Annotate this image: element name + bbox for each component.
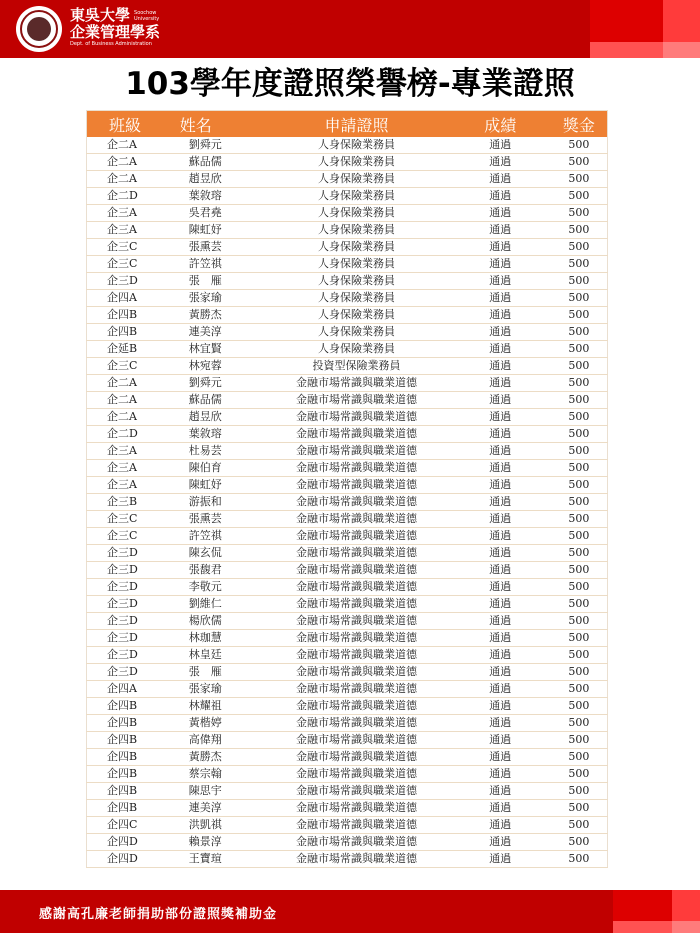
cell-class: 企四B (87, 800, 174, 817)
cell-result: 通過 (450, 341, 551, 358)
table-row (87, 171, 608, 188)
cell-name: 洪凱祺 (174, 817, 263, 834)
cell-name: 林宜賢 (174, 341, 263, 358)
cell-award: 500 (551, 851, 608, 868)
cell-award: 500 (551, 647, 608, 664)
cell-name: 趙昱欣 (174, 409, 263, 426)
cell-class: 企三C (87, 256, 174, 273)
table-row (87, 494, 608, 511)
cell-name: 張家瑜 (174, 290, 263, 307)
cell-award: 500 (551, 562, 608, 579)
cell-class: 企四B (87, 324, 174, 341)
cell-result: 通過 (450, 596, 551, 613)
cell-certificate: 人身保險業務員 (263, 256, 450, 273)
cell-certificate: 金融市場常識與職業道德 (263, 392, 450, 409)
cell-certificate: 金融市場常識與職業道德 (263, 494, 450, 511)
table-row (87, 834, 608, 851)
cell-name: 張 雁 (174, 273, 263, 290)
footer-decor-block (672, 921, 700, 933)
cell-name: 張熏芸 (174, 239, 263, 256)
cell-class: 企三D (87, 647, 174, 664)
cell-name: 吳君堯 (174, 205, 263, 222)
cell-award: 500 (551, 664, 608, 681)
table-row (87, 749, 608, 766)
cell-certificate: 金融市場常識與職業道德 (263, 732, 450, 749)
cell-certificate: 金融市場常識與職業道德 (263, 783, 450, 800)
table-row (87, 324, 608, 341)
cell-result: 通過 (450, 307, 551, 324)
cell-class: 企四B (87, 749, 174, 766)
cell-certificate: 金融市場常識與職業道德 (263, 630, 450, 647)
cell-result: 通過 (450, 528, 551, 545)
table-row (87, 358, 608, 375)
table-row (87, 613, 608, 630)
cell-name: 張家瑜 (174, 681, 263, 698)
cell-name: 高偉翔 (174, 732, 263, 749)
cell-certificate: 金融市場常識與職業道德 (263, 443, 450, 460)
cell-certificate: 金融市場常識與職業道德 (263, 715, 450, 732)
cell-result: 通過 (450, 681, 551, 698)
cell-award: 500 (551, 171, 608, 188)
cell-certificate: 金融市場常識與職業道德 (263, 426, 450, 443)
cell-award: 500 (551, 579, 608, 596)
table-row (87, 392, 608, 409)
cell-class: 企三C (87, 511, 174, 528)
cell-class: 企三C (87, 358, 174, 375)
cell-class: 企二D (87, 188, 174, 205)
cell-result: 通過 (450, 613, 551, 630)
cell-result: 通過 (450, 290, 551, 307)
cell-result: 通過 (450, 851, 551, 868)
cell-name: 黃勝杰 (174, 307, 263, 324)
cell-award: 500 (551, 222, 608, 239)
table-row (87, 681, 608, 698)
cell-award: 500 (551, 460, 608, 477)
table-row (87, 290, 608, 307)
cell-class: 企三D (87, 613, 174, 630)
table-row (87, 307, 608, 324)
table-row (87, 630, 608, 647)
cell-name: 黃楷婷 (174, 715, 263, 732)
cell-class: 企三D (87, 630, 174, 647)
cell-class: 企三A (87, 460, 174, 477)
table-row (87, 851, 608, 868)
cell-class: 企二A (87, 154, 174, 171)
cell-award: 500 (551, 613, 608, 630)
column-header-certificate: 申請證照 (324, 115, 389, 135)
column-header-name: 姓名 (179, 115, 212, 135)
cell-class: 企四B (87, 766, 174, 783)
column-header-class: 班級 (109, 115, 142, 135)
cell-class: 企四A (87, 290, 174, 307)
cell-result: 通過 (450, 630, 551, 647)
table-row (87, 137, 608, 154)
header-decor-block (590, 0, 663, 42)
cell-class: 企四C (87, 817, 174, 834)
cell-certificate: 金融市場常識與職業道德 (263, 817, 450, 834)
cell-award: 500 (551, 596, 608, 613)
table-row (87, 409, 608, 426)
cell-certificate: 金融市場常識與職業道德 (263, 562, 450, 579)
cell-award: 500 (551, 239, 608, 256)
cell-award: 500 (551, 137, 608, 154)
cell-class: 企三C (87, 239, 174, 256)
cell-result: 通過 (450, 171, 551, 188)
cell-name: 陳玄侃 (174, 545, 263, 562)
cell-result: 通過 (450, 154, 551, 171)
table-row (87, 783, 608, 800)
table-row (87, 698, 608, 715)
cell-award: 500 (551, 426, 608, 443)
cell-award: 500 (551, 749, 608, 766)
cell-award: 500 (551, 273, 608, 290)
cell-result: 通過 (450, 800, 551, 817)
cell-award: 500 (551, 341, 608, 358)
cell-award: 500 (551, 375, 608, 392)
department-name: 企業管理學系 (70, 23, 161, 41)
table-row (87, 647, 608, 664)
cell-class: 企二D (87, 426, 174, 443)
cell-award: 500 (551, 188, 608, 205)
cell-class: 企二A (87, 409, 174, 426)
table-row (87, 239, 608, 256)
footer-decor-block (613, 921, 672, 933)
table-header-row (87, 111, 608, 138)
cell-result: 通過 (450, 732, 551, 749)
footer-decor-block (672, 890, 700, 921)
cell-award: 500 (551, 630, 608, 647)
cell-class: 企三B (87, 494, 174, 511)
cell-name: 連美淳 (174, 324, 263, 341)
cell-class: 企二A (87, 137, 174, 154)
cell-award: 500 (551, 256, 608, 273)
cell-name: 杜易芸 (174, 443, 263, 460)
table-row (87, 766, 608, 783)
cell-class: 企二A (87, 375, 174, 392)
cell-award: 500 (551, 409, 608, 426)
cell-class: 企三D (87, 273, 174, 290)
cell-name: 張馥君 (174, 562, 263, 579)
cell-class: 企四A (87, 681, 174, 698)
header-decor-block (590, 42, 663, 58)
cell-award: 500 (551, 154, 608, 171)
cell-name: 蘇品儒 (174, 154, 263, 171)
cell-result: 通過 (450, 137, 551, 154)
cell-award: 500 (551, 205, 608, 222)
cell-name: 李敬元 (174, 579, 263, 596)
cell-certificate: 金融市場常識與職業道德 (263, 851, 450, 868)
cell-award: 500 (551, 307, 608, 324)
cell-certificate: 人身保險業務員 (263, 239, 450, 256)
cell-award: 500 (551, 545, 608, 562)
cell-class: 企四B (87, 698, 174, 715)
cell-award: 500 (551, 443, 608, 460)
cell-certificate: 金融市場常識與職業道德 (263, 647, 450, 664)
cell-award: 500 (551, 494, 608, 511)
table-row (87, 460, 608, 477)
cell-certificate: 人身保險業務員 (263, 341, 450, 358)
table-row (87, 341, 608, 358)
cell-certificate: 人身保險業務員 (263, 154, 450, 171)
table-row (87, 579, 608, 596)
cell-name: 葉敘瑢 (174, 426, 263, 443)
cell-class: 企三A (87, 477, 174, 494)
table-row (87, 732, 608, 749)
cell-award: 500 (551, 715, 608, 732)
department-brand (70, 7, 168, 48)
cell-name: 蔡宗翰 (174, 766, 263, 783)
cell-result: 通過 (450, 460, 551, 477)
cell-class: 企四D (87, 851, 174, 868)
cell-result: 通過 (450, 273, 551, 290)
cell-certificate: 金融市場常識與職業道德 (263, 766, 450, 783)
cell-class: 企二A (87, 392, 174, 409)
footer-acknowledgement: 感謝高孔廉老師捐助部份證照獎補助金 (39, 907, 278, 922)
table-row (87, 545, 608, 562)
cell-certificate: 人身保險業務員 (263, 290, 450, 307)
cell-result: 通過 (450, 698, 551, 715)
cell-result: 通過 (450, 715, 551, 732)
cell-certificate: 投資型保險業務員 (263, 358, 450, 375)
university-name-en: Soochow University (134, 9, 160, 22)
cell-award: 500 (551, 324, 608, 341)
table-row (87, 443, 608, 460)
cell-result: 通過 (450, 477, 551, 494)
cell-name: 林宛蓉 (174, 358, 263, 375)
cell-result: 通過 (450, 188, 551, 205)
cell-result: 通過 (450, 545, 551, 562)
header-decor-block (663, 42, 700, 58)
column-header-award: 獎金 (562, 115, 595, 135)
table-row (87, 205, 608, 222)
cell-result: 通過 (450, 664, 551, 681)
cell-result: 通過 (450, 443, 551, 460)
cell-name: 林皇廷 (174, 647, 263, 664)
cell-award: 500 (551, 358, 608, 375)
cell-certificate: 人身保險業務員 (263, 137, 450, 154)
table-row (87, 256, 608, 273)
cell-result: 通過 (450, 494, 551, 511)
cell-certificate: 人身保險業務員 (263, 205, 450, 222)
cell-name: 陳虹妤 (174, 477, 263, 494)
table-row (87, 273, 608, 290)
cell-name: 林耀祖 (174, 698, 263, 715)
table-row (87, 188, 608, 205)
cell-award: 500 (551, 800, 608, 817)
cell-certificate: 金融市場常識與職業道德 (263, 749, 450, 766)
university-seal-logo (16, 6, 62, 52)
cell-award: 500 (551, 511, 608, 528)
cell-result: 通過 (450, 426, 551, 443)
cell-certificate: 人身保險業務員 (263, 188, 450, 205)
cell-name: 劉維仁 (174, 596, 263, 613)
cell-name: 許笠祺 (174, 256, 263, 273)
cell-result: 通過 (450, 562, 551, 579)
cell-certificate: 金融市場常識與職業道德 (263, 460, 450, 477)
cell-result: 通過 (450, 222, 551, 239)
cell-name: 連美淳 (174, 800, 263, 817)
cell-result: 通過 (450, 324, 551, 341)
cell-name: 游振和 (174, 494, 263, 511)
cell-name: 劉舜元 (174, 375, 263, 392)
cell-award: 500 (551, 698, 608, 715)
table-row (87, 426, 608, 443)
cell-certificate: 金融市場常識與職業道德 (263, 375, 450, 392)
table-row (87, 562, 608, 579)
cell-award: 500 (551, 392, 608, 409)
cell-name: 葉敘瑢 (174, 188, 263, 205)
table-row (87, 511, 608, 528)
cell-award: 500 (551, 528, 608, 545)
table-row (87, 528, 608, 545)
cell-class: 企四B (87, 307, 174, 324)
cell-class: 企四B (87, 715, 174, 732)
cell-certificate: 金融市場常識與職業道德 (263, 834, 450, 851)
cell-certificate: 人身保險業務員 (263, 307, 450, 324)
cell-award: 500 (551, 681, 608, 698)
cell-class: 企三D (87, 596, 174, 613)
cell-class: 企三D (87, 579, 174, 596)
table-row (87, 715, 608, 732)
cell-name: 陳虹妤 (174, 222, 263, 239)
department-name-en: Dept. of Business Administration (70, 41, 152, 47)
cell-result: 通過 (450, 375, 551, 392)
cell-result: 通過 (450, 358, 551, 375)
seal-center (27, 17, 51, 41)
honor-roll-table (86, 110, 608, 868)
page-title: 103學年度證照榮譽榜-專業證照 (125, 66, 575, 102)
cell-result: 通過 (450, 766, 551, 783)
university-name: 東吳大學 (70, 6, 131, 24)
cell-class: 企延B (87, 341, 174, 358)
cell-certificate: 金融市場常識與職業道德 (263, 477, 450, 494)
cell-award: 500 (551, 477, 608, 494)
cell-result: 通過 (450, 256, 551, 273)
cell-result: 通過 (450, 511, 551, 528)
cell-award: 500 (551, 766, 608, 783)
cell-name: 陳伯育 (174, 460, 263, 477)
cell-name: 趙昱欣 (174, 171, 263, 188)
cell-name: 張熏芸 (174, 511, 263, 528)
cell-result: 通過 (450, 647, 551, 664)
cell-certificate: 金融市場常識與職業道德 (263, 613, 450, 630)
cell-name: 楊欣儒 (174, 613, 263, 630)
cell-name: 黃勝杰 (174, 749, 263, 766)
cell-name: 陳思宇 (174, 783, 263, 800)
cell-class: 企三A (87, 205, 174, 222)
cell-award: 500 (551, 834, 608, 851)
table-row (87, 664, 608, 681)
cell-name: 蘇品儒 (174, 392, 263, 409)
cell-result: 通過 (450, 579, 551, 596)
cell-class: 企三C (87, 528, 174, 545)
table-row (87, 154, 608, 171)
cell-certificate: 金融市場常識與職業道德 (263, 528, 450, 545)
cell-certificate: 金融市場常識與職業道德 (263, 545, 450, 562)
cell-class: 企三D (87, 562, 174, 579)
cell-certificate: 金融市場常識與職業道德 (263, 409, 450, 426)
cell-award: 500 (551, 732, 608, 749)
cell-certificate: 金融市場常識與職業道德 (263, 698, 450, 715)
cell-certificate: 金融市場常識與職業道德 (263, 596, 450, 613)
cell-certificate: 金融市場常識與職業道德 (263, 511, 450, 528)
cell-class: 企三D (87, 664, 174, 681)
cell-class: 企三D (87, 545, 174, 562)
header-decor-block (663, 0, 700, 42)
cell-certificate: 金融市場常識與職業道德 (263, 664, 450, 681)
cell-result: 通過 (450, 239, 551, 256)
cell-class: 企四D (87, 834, 174, 851)
table-row (87, 596, 608, 613)
cell-result: 通過 (450, 392, 551, 409)
cell-name: 許笠祺 (174, 528, 263, 545)
cell-class: 企三A (87, 443, 174, 460)
cell-award: 500 (551, 290, 608, 307)
cell-result: 通過 (450, 749, 551, 766)
cell-name: 張 雁 (174, 664, 263, 681)
cell-name: 林珈慧 (174, 630, 263, 647)
table-row (87, 222, 608, 239)
cell-result: 通過 (450, 409, 551, 426)
table-row (87, 800, 608, 817)
column-header-result: 成績 (484, 115, 517, 135)
table-row (87, 817, 608, 834)
footer-banner (0, 890, 700, 933)
header-banner (0, 0, 700, 58)
cell-award: 500 (551, 817, 608, 834)
cell-certificate: 金融市場常識與職業道德 (263, 681, 450, 698)
cell-award: 500 (551, 783, 608, 800)
cell-certificate: 金融市場常識與職業道德 (263, 579, 450, 596)
cell-certificate: 人身保險業務員 (263, 222, 450, 239)
table-row (87, 375, 608, 392)
cell-class: 企四B (87, 783, 174, 800)
cell-certificate: 人身保險業務員 (263, 273, 450, 290)
cell-result: 通過 (450, 205, 551, 222)
table-row (87, 477, 608, 494)
cell-name: 賴景淳 (174, 834, 263, 851)
cell-certificate: 人身保險業務員 (263, 324, 450, 341)
cell-class: 企二A (87, 171, 174, 188)
cell-class: 企三A (87, 222, 174, 239)
cell-name: 王寶瑄 (174, 851, 263, 868)
cell-result: 通過 (450, 783, 551, 800)
cell-certificate: 金融市場常識與職業道德 (263, 800, 450, 817)
footer-decor-block (613, 890, 672, 921)
cell-certificate: 人身保險業務員 (263, 171, 450, 188)
cell-name: 劉舜元 (174, 137, 263, 154)
cell-result: 通過 (450, 817, 551, 834)
cell-class: 企四B (87, 732, 174, 749)
cell-result: 通過 (450, 834, 551, 851)
